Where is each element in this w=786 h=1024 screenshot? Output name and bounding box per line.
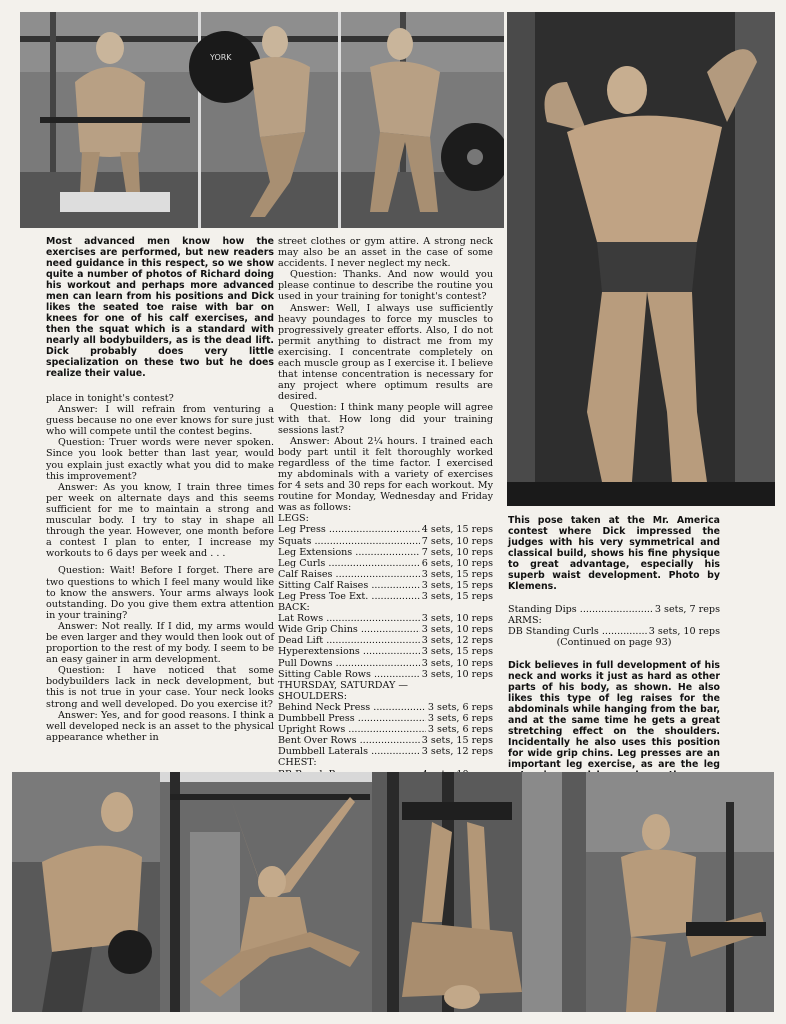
paragraph: Answer: About 2¼ hours. I trained each body part until it felt thoroughly worked regardless of the time factor. I exercised my abdominals with a variety of exercises for 4 sets and 30 reps for each workout. My routine for Monday, Wednesday and Friday was as follows: xyxy=(278,435,493,514)
caption-top-photos: Most advanced men know how the exercises are performed, but new readers need guidance in this respect, so we show quite a number of photos of Richard doing his workout and perhaps more advanced men can learn from his positions and Dick likes the seated toe raise with bar on knees for one of his calf exercises, and then the squat which is a standard with nearly all bodybuilders, as is the dead lift. Dick probably does very little specialization on these two but he does realize their value. xyxy=(46,236,274,379)
routine-row: Behind Neck Press ..... 3 sets, 6 reps xyxy=(278,702,493,713)
paragraph: Question: Wait! Before I forget. There are two questions to which I feel many would like to know the answers. Your arms always look outstanding. Do you give them extra attention in your training? xyxy=(46,565,274,621)
routine-row: Pull Downs ..... 3 sets, 10 reps xyxy=(278,658,493,669)
routine-row: Dead Lift ..... 3 sets, 12 reps xyxy=(278,635,493,646)
routine-row: DB Standing Curls ..... 3 sets, 10 reps xyxy=(508,626,720,637)
routine-row: Calf Raises ..... 3 sets, 15 reps xyxy=(278,569,493,580)
routine-row: Leg Extensions ..... 7 sets, 10 reps xyxy=(278,547,493,558)
paragraph: street clothes or gym attire. A strong neck may also be an asset in the case of some accidents. I never neglect my neck. xyxy=(278,236,493,270)
column-1 xyxy=(46,236,274,743)
routine-row: Bent Over Rows ..... 3 sets, 15 reps xyxy=(278,735,493,746)
paragraph: Question: I think many people will agree with that. How long did your training sessions last? xyxy=(278,402,493,436)
routine-row: Leg Press ..... 4 sets, 15 reps xyxy=(278,524,493,535)
caption-bottom-photos: Dick believes in full development of his neck and works it just as hard as other parts of his body, as shown. He also likes this type of leg raises for the abdominals while hanging from the bar, and at the same time he gets a great stretching effect on the shoulders. Incidentally he also uses this position for wide grip chins. Leg presses are an important leg exercise, as are the leg xyxy=(508,660,720,771)
paragraph: Question: Thanks. And now would you please continue to describe the routine you used in your training for tonight's contest? xyxy=(278,269,493,303)
routine-row: Hyperextensions ..... 3 sets, 15 reps xyxy=(278,646,493,657)
routine-row: Lat Rows ..... 3 sets, 10 reps xyxy=(278,613,493,624)
column-3 xyxy=(508,515,720,792)
photo-neck-exercise xyxy=(12,772,160,1012)
paragraph: place in tonight's contest? xyxy=(46,393,174,404)
paragraph: Answer: Well, I always use sufficiently heavy poundages to force my muscles to progressively greater efforts. Also, I do not permit anything to distract me from my exercising. I concentrate completely on each muscle group as I exercise it. I believe that intense concentration is necessary for any project where optimum results are desired. xyxy=(278,302,493,403)
photo-hanging-leg-raise xyxy=(160,772,372,1012)
routine-heading-legs: LEGS: xyxy=(278,513,309,525)
paragraph: Question: Truer words were never spoken. Since you look better than last year, would you explain just exactly what you did to make this improvement? xyxy=(46,437,274,482)
routine-row: Standing Dips ..... 3 sets, 7 reps xyxy=(508,604,720,615)
york-plate-label: YORK xyxy=(210,53,232,62)
routine-shoulders xyxy=(278,702,493,757)
routine-row: Squats ..... 7 sets, 10 reps xyxy=(278,536,493,547)
column-2 xyxy=(278,236,493,791)
routine-row: Sitting Calf Raises ..... 3 sets, 15 reps xyxy=(278,580,493,591)
paragraph: Answer: I will refrain from venturing a guess because no one ever knows for sure just who will compete until the contest begins. xyxy=(46,404,274,438)
paragraph: Answer: Yes, and for good reasons. I think a well developed neck is an asset to the physical appearance whether in xyxy=(46,709,274,743)
routine-row: Leg Press Toe Ext. ..... 3 sets, 15 reps xyxy=(278,591,493,602)
photo-mr-america-pose xyxy=(507,12,775,506)
routine-heading-thursday-saturday: THURSDAY, SATURDAY — xyxy=(278,679,408,691)
caption-mr-america-pose: This pose taken at the Mr. America contest where Dick impressed the judges with his very symmetrical and classical build, shows his fine physique to great advantage, especially his superb waist development. Photo by Klemens. xyxy=(508,515,720,592)
routine-row: Sitting Cable Rows ..... 3 sets, 10 reps xyxy=(278,669,493,680)
routine-heading-chest: CHEST: xyxy=(278,757,317,769)
routine-heading-back: BACK: xyxy=(278,602,310,614)
routine-row: Upright Rows ..... 3 sets, 6 reps xyxy=(278,724,493,735)
routine-row: Dumbbell Laterals ..... 3 sets, 12 reps xyxy=(278,746,493,757)
paragraph: Answer: As you know, I train three times per week on alternate days and this seems sufficient for me to maintain a strong and muscular body. I try to stay in shape all through the year. However, one month before a contest I plan to enter, I increase my workouts to 6 days per week and . . . xyxy=(46,481,274,560)
photo-calf-raise-squat xyxy=(20,12,504,228)
photo-leg-extension xyxy=(586,772,774,1012)
routine-row: Dumbbell Press ..... 3 sets, 6 reps xyxy=(278,713,493,724)
routine-heading-arms: ARMS: xyxy=(508,615,542,627)
paragraph: Answer: Not really. If I did, my arms would be even larger and they would then look out of proportion to the rest of my body. I seem to be an easy gainer in arm development. xyxy=(46,620,275,666)
continued-note: (Continued on page 93) xyxy=(556,637,672,649)
routine-row: Wide Grip Chins ..... 3 sets, 10 reps xyxy=(278,624,493,635)
routine-row: Leg Curls ..... 6 sets, 10 reps xyxy=(278,558,493,569)
routine-back xyxy=(278,613,493,680)
photo-leg-press xyxy=(372,772,586,1012)
routine-heading-shoulders: SHOULDERS: xyxy=(278,690,347,702)
routine-legs xyxy=(278,524,493,602)
paragraph: Question: I have noticed that some bodybuilders lack in neck development, but this is not true in your case. Your neck looks strong and well developed. Do you exercise it? xyxy=(46,665,274,710)
